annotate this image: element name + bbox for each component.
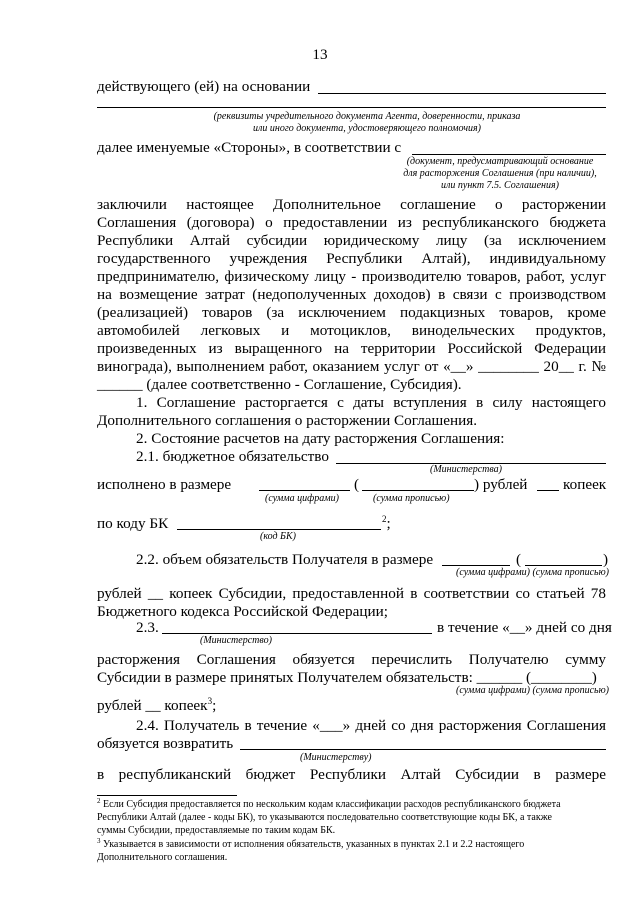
executed-sum-words [362,490,474,491]
para-line: Республики Алтай субсидии юридическому лицу (за исключением [97,232,606,249]
item-2-3-note: (Министерство) [200,635,272,646]
para-line-end: ______ (далее соответственно - Соглашение, Субсидия). [97,376,462,393]
kbk-semicolon: ; [386,515,391,532]
executed-note-words: (сумма прописью) [373,493,450,504]
footnote-3-line-2: Дополнительного соглашения. [97,852,228,863]
item-2-3-days: в течение «__» дней со дня [437,619,612,636]
rubles-line: рублей __ копеек Субсидии, предоставленной в соответствии со статьей 78 [97,585,606,602]
footnote-ref-3: 3 [207,696,213,706]
kbk-note: (код БК) [260,531,296,542]
rubles-line-end: Бюджетного кодекса Российской Федерации; [97,603,388,620]
footnote-2-line-3: суммы Субсидии, предоставляемые по таким кодам БК. [97,825,336,836]
item-2-2-paren-open: ( [516,551,522,568]
kbk-label: по коду БК [97,515,169,532]
executed-kop-blank [537,490,559,491]
page-number: 13 [312,46,328,63]
para-line: винограда), выполнением работ, оказанием услуг от «__» ________ 20__ г. № [97,358,606,375]
footnote-2-mark: 2 [97,797,101,805]
item-2-3-blank [162,633,432,634]
rubles-2-text: рублей __ копеек [97,697,208,714]
para-line: на возмещение затрат (недополученных доходов) в связи с производством [97,286,606,303]
footnote-3-mark: 3 [97,837,101,845]
item-2-2-words [525,565,602,566]
item-1: 1. Соглашение расторгается с даты вступления в силу настоящего [136,394,606,411]
basis-blank [318,93,606,94]
parties-blank [412,154,606,155]
basis-label: действующего (ей) на основании [97,78,311,95]
parties-note-3: или пункт 7.5. Соглашения) [441,180,559,191]
item-2-1: 2.1. бюджетное обязательство [136,448,329,465]
item-2-2: 2.2. объем обязательств Получателя в размере [136,551,434,568]
item-2-2-digits [442,565,510,566]
executed-kop: копеек [563,476,607,493]
item-2-4: 2.4. Получатель в течение «___» дней со дня расторжения Соглашения [136,717,606,734]
basis-note-2: или иного документа, удостоверяющего полномочия) [253,123,481,134]
subsidy-note: (сумма цифрами) (сумма прописью) [456,685,609,696]
footnote-separator [97,795,237,796]
item-2-4-note: (Министерству) [300,752,372,763]
kbk-blank [177,529,381,530]
footnote-2-line-1 [97,799,561,812]
basis-note-1: (реквизиты учредительного документа Агента, доверенности, приказа [213,111,521,122]
subsidy-line: Субсидии в размере принятых Получателем обязательств: ______ (________) [97,669,597,686]
executed-label: исполнено в размере [97,476,232,493]
last-line: в республиканский бюджет Республики Алтай Субсидии в размере [97,766,606,783]
termination-line: расторжения Соглашения обязуется перечислить Получателю сумму [97,651,606,668]
parties-label: далее именуемые «Стороны», в соответствии с [97,139,402,156]
item-2-2-paren-close: ) [603,551,609,568]
footnote-2-text: Если Субсидия предоставляется по нескольким кодам классификации расходов республиканского бюджета [103,799,561,810]
executed-rub: ) рублей [474,476,528,493]
para-line: предпринимателю, физическому лицу - производителю товаров, работ, услуг [97,268,606,285]
executed-paren: ( [354,476,360,493]
footnote-2-line-2: Республики Алтай (далее - коды БК), то указываются последовательно соответствующие коды БК, а также [97,812,552,823]
item-2: 2. Состояние расчетов на дату расторжения Соглашения: [136,430,505,447]
executed-sum-digits [259,490,350,491]
para-line: Соглашения (договора) о предоставлении из республиканского бюджета [97,214,606,231]
rubles-2 [97,697,216,715]
item-2-4-blank [240,749,606,750]
item-1-end: Дополнительного соглашения о расторжении Соглашения. [97,412,478,429]
parties-note-1: (документ, предусматривающий основание [406,156,594,167]
para-line: произведенных из выращенного на территории Российской Федерации [97,340,606,357]
para-line: автомобилей легковых и мотоциклов, винодельческих продуктов, [97,322,606,339]
basis-blank-2 [97,107,606,108]
kbk-tail [382,515,391,533]
para-line: (реализацией) товаров (за исключением подакцизных товаров, кроме [97,304,606,321]
item-2-4-b: обязуется возвратить [97,735,234,752]
item-2-3: 2.3. [136,619,159,636]
item-2-1-note: (Министерства) [430,464,502,475]
parties-note-2: для расторжения Соглашения (при наличии), [403,168,597,179]
para-line: государственного учреждения Республики Алтай), индивидуальному [97,250,606,267]
rubles-2-semicolon: ; [212,697,217,714]
footnote-3-text: Указывается в зависимости от исполнения обязательств, указанных в пунктах 2.1 и 2.2 настоящего [103,839,525,850]
item-2-2-note: (сумма цифрами) (сумма прописью) [456,567,609,578]
executed-note-digits: (сумма цифрами) [265,493,339,504]
para-line: заключили настоящее Дополнительное соглашение о расторжении [97,196,606,213]
footnote-ref-2: 2 [382,514,387,524]
footnote-3-line-1 [97,839,524,852]
